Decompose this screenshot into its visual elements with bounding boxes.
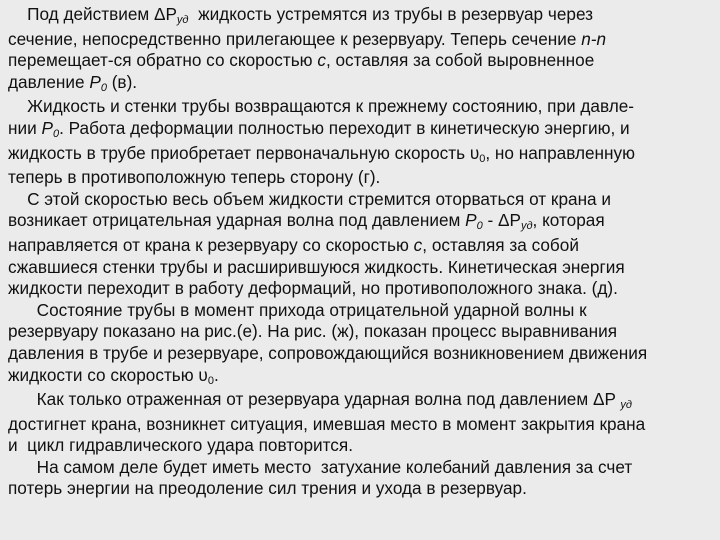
text-segment: , оставляя за собой выровненное: [325, 50, 595, 71]
subscript-text: уд: [520, 220, 533, 233]
text-line: [8, 457, 712, 479]
text-line: [8, 435, 712, 457]
text-line: [8, 257, 712, 279]
text-segment: возникает отрицательная ударная волна под давлением: [8, 210, 466, 231]
text-segment: жидкость в трубе приобретает первоначальную скорость υ: [8, 142, 480, 163]
text-segment: - ΔP: [482, 210, 521, 231]
text-line: [8, 29, 712, 51]
text-segment: P: [41, 117, 53, 138]
text-line: [8, 143, 712, 168]
text-segment: давления в трубе и резервуаре, сопровождающийся возникновением движения: [8, 342, 648, 363]
text-segment: сечение, непосредственно прилегающее к резервуару. Теперь сечение: [8, 28, 582, 49]
text-segment: Жидкость и стенки трубы возвращаются к прежнему состоянию, при давле-: [8, 96, 635, 117]
text-segment: жидкости переходит в работу деформаций, но противоположного знака. (д).: [8, 278, 618, 299]
text-segment: жидкость устремятся из трубы в резервуар через: [188, 4, 594, 24]
text-line: [8, 96, 712, 118]
text-line: [8, 167, 712, 189]
subscript-text: 0: [100, 81, 107, 94]
text-segment: c: [413, 234, 423, 255]
text-segment: Состояние трубы в момент прихода отрицательной ударной волны к: [8, 299, 587, 320]
text-line: [8, 389, 712, 414]
text-segment: нии: [8, 117, 42, 138]
text-segment: . Работа деформации полностью переходит в кинетическую энергию, и: [59, 117, 630, 138]
text-segment: и цикл гидравлического удара повторится.: [8, 435, 353, 456]
text-line: [8, 50, 712, 72]
text-segment: направляется от крана к резервуару со скоростью: [8, 234, 414, 255]
text-line: [8, 189, 712, 211]
text-segment: , которая: [532, 210, 605, 231]
paragraph: [8, 96, 712, 188]
text-segment: перемещает-ся обратно со скоростью: [8, 50, 318, 71]
text-line: [8, 235, 712, 257]
paragraph: [8, 4, 712, 96]
text-line: [8, 72, 712, 97]
text-line: [8, 321, 712, 343]
text-segment: жидкости со скоростью υ: [8, 364, 208, 385]
text-segment: , но направленную: [485, 142, 636, 163]
text-segment: С этой скоростью весь объем жидкости стремится оторваться от крана и: [8, 188, 611, 209]
subscript-text: 0: [479, 152, 486, 165]
text-line: [8, 414, 712, 436]
text-line: [8, 343, 712, 365]
text-segment: потерь энергии на преодоление сил трения и ухода в резервуар.: [8, 478, 527, 499]
text-line: [8, 300, 712, 322]
text-line: [8, 210, 712, 235]
subscript-text: уд: [620, 399, 632, 412]
text-line: [8, 278, 712, 300]
text-segment: резервуару показано на рис.(е). На рис. (ж), показан процесс выравнивания: [8, 321, 617, 342]
text-segment: давление: [8, 71, 90, 92]
text-segment: P: [465, 210, 477, 231]
text-segment: Под действием ΔP: [8, 4, 177, 24]
document-body: [8, 4, 712, 500]
text-segment: На самом деле будет иметь место затухание колебаний давления за счет: [8, 456, 633, 477]
subscript-text: 0: [207, 374, 214, 387]
text-segment: достигнет крана, возникнет ситуация, имевшая место в момент закрытия крана: [8, 413, 646, 434]
text-segment: .: [213, 364, 219, 385]
text-line: [8, 4, 712, 29]
text-segment: сжавшиеся стенки трубы и расширившуюся жидкость. Кинетическая энергия: [8, 256, 625, 277]
text-segment: теперь в противоположную теперь сторону (г).: [8, 167, 381, 188]
subscript-text: уд: [176, 14, 189, 26]
text-segment: Как только отраженная от резервуара ударная волна под давлением ΔP: [8, 389, 621, 410]
subscript-text: 0: [52, 127, 60, 140]
text-line: [8, 478, 712, 500]
text-segment: , оставляя за собой: [422, 234, 579, 255]
text-segment: (в).: [106, 71, 138, 92]
paragraph: [8, 457, 712, 500]
text-segment: P: [89, 71, 101, 92]
paragraph: [8, 189, 712, 300]
text-line: [8, 118, 712, 143]
text-line: [8, 365, 712, 390]
text-segment: n-n: [581, 28, 607, 49]
paragraph: [8, 300, 712, 389]
text-segment: c: [317, 50, 326, 71]
paragraph: [8, 389, 712, 457]
subscript-text: 0: [476, 220, 483, 233]
